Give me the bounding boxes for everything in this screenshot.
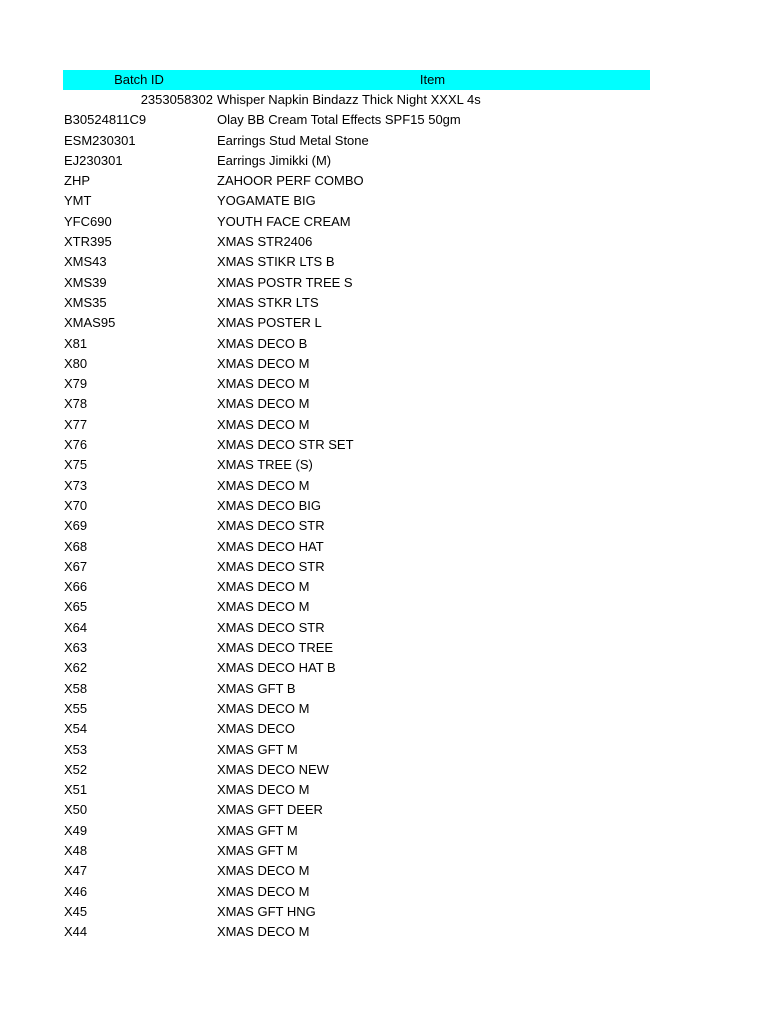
- batch-id-cell[interactable]: XMS35: [64, 294, 107, 310]
- table-row: [63, 273, 650, 293]
- item-cell[interactable]: XMAS GFT M: [217, 842, 298, 858]
- item-cell[interactable]: XMAS DECO STR: [217, 558, 325, 574]
- item-cell[interactable]: YOGAMATE BIG: [217, 193, 316, 209]
- item-cell[interactable]: XMAS DECO M: [217, 477, 310, 493]
- batch-id-cell[interactable]: X80: [64, 355, 88, 371]
- table-row: [63, 821, 650, 841]
- table-row: [63, 760, 650, 780]
- batch-id-cell[interactable]: YFC690: [64, 213, 112, 229]
- batch-id-cell[interactable]: X78: [64, 396, 88, 412]
- item-cell[interactable]: XMAS DECO STR SET: [217, 437, 354, 453]
- table-row: [63, 293, 650, 313]
- header-row: [63, 70, 650, 90]
- item-cell[interactable]: XMAS DECO STR: [217, 619, 325, 635]
- batch-id-cell[interactable]: X81: [64, 335, 88, 351]
- batch-id-cell[interactable]: B30524811C9: [64, 112, 147, 128]
- table-row: [63, 679, 650, 699]
- batch-id-cell[interactable]: X75: [64, 457, 88, 473]
- table-row: [63, 476, 650, 496]
- item-cell[interactable]: XMAS DECO M: [217, 782, 310, 798]
- item-cell[interactable]: XMAS DECO M: [217, 700, 310, 716]
- item-header[interactable]: Item: [419, 72, 446, 87]
- item-cell[interactable]: XMAS DECO STR: [217, 518, 325, 534]
- table-row: [63, 699, 650, 719]
- table-row: [63, 800, 650, 820]
- batch-id-cell[interactable]: X47: [64, 863, 88, 879]
- item-cell[interactable]: XMAS DECO HAT B: [217, 660, 336, 676]
- batch-id-cell[interactable]: X49: [64, 822, 88, 838]
- batch-id-cell[interactable]: X53: [64, 741, 88, 757]
- item-cell[interactable]: XMAS DECO: [217, 721, 296, 737]
- table-row: [63, 618, 650, 638]
- item-cell[interactable]: XMAS DECO TREE: [217, 640, 334, 656]
- item-cell[interactable]: XMAS DECO B: [217, 335, 308, 351]
- item-cell[interactable]: XMAS DECO M: [217, 355, 310, 371]
- table-row: [63, 577, 650, 597]
- batch-id-cell[interactable]: X62: [64, 660, 88, 676]
- batch-id-cell[interactable]: X67: [64, 558, 88, 574]
- table-row: [63, 313, 650, 333]
- batch-id-cell[interactable]: X55: [64, 700, 88, 716]
- batch-id-cell[interactable]: YMT: [64, 193, 92, 209]
- table-row: [63, 902, 650, 922]
- table-row: [63, 537, 650, 557]
- batch-id-cell[interactable]: X63: [64, 640, 88, 656]
- batch-id-cell[interactable]: X70: [64, 497, 88, 513]
- batch-id-cell[interactable]: XTR395: [64, 234, 112, 250]
- item-cell[interactable]: XMAS GFT M: [217, 741, 298, 757]
- table-row: [63, 394, 650, 414]
- batch-id-cell[interactable]: EJ230301: [64, 152, 123, 168]
- batch-id-cell[interactable]: X45: [64, 903, 88, 919]
- item-cell[interactable]: XMAS DECO M: [217, 924, 310, 940]
- table-row: [63, 151, 650, 171]
- batch-id-cell[interactable]: X48: [64, 842, 88, 858]
- batch-id-cell[interactable]: ESM230301: [64, 132, 136, 148]
- batch-id-cell[interactable]: X65: [64, 599, 88, 615]
- table-row: [63, 252, 650, 272]
- table-row: [63, 171, 650, 191]
- table-row: [63, 740, 650, 760]
- table-row: [63, 780, 650, 800]
- item-cell[interactable]: XMAS DECO M: [217, 579, 310, 595]
- item-cell[interactable]: XMAS GFT M: [217, 822, 298, 838]
- spreadsheet-table: [63, 70, 650, 942]
- table-row: [63, 922, 650, 942]
- batch-id-header[interactable]: Batch ID: [114, 72, 164, 87]
- table-row: [63, 455, 650, 475]
- table-row: [63, 658, 650, 678]
- table-row: [63, 415, 650, 435]
- item-cell[interactable]: XMAS STR2406: [217, 234, 313, 250]
- batch-id-cell[interactable]: XMS39: [64, 274, 107, 290]
- table-row: [63, 110, 650, 130]
- table-row: [63, 435, 650, 455]
- batch-id-cell[interactable]: X46: [64, 883, 88, 899]
- table-row: [63, 719, 650, 739]
- item-cell[interactable]: XMAS DECO M: [217, 416, 310, 432]
- table-row: [63, 841, 650, 861]
- item-cell[interactable]: XMAS GFT B: [217, 680, 296, 696]
- batch-id-cell[interactable]: X54: [64, 721, 88, 737]
- item-cell[interactable]: XMAS DECO M: [217, 376, 310, 392]
- batch-id-cell[interactable]: X73: [64, 477, 88, 493]
- batch-id-cell[interactable]: X44: [64, 924, 88, 940]
- table-row: [63, 496, 650, 516]
- batch-id-cell[interactable]: X52: [64, 761, 88, 777]
- item-cell[interactable]: XMAS POSTR TREE S: [217, 274, 353, 290]
- batch-id-cell[interactable]: X76: [64, 437, 88, 453]
- item-cell[interactable]: XMAS TREE (S): [217, 457, 313, 473]
- item-cell[interactable]: XMAS DECO M: [217, 396, 310, 412]
- batch-id-cell[interactable]: X79: [64, 376, 88, 392]
- batch-id-cell[interactable]: X58: [64, 680, 88, 696]
- item-cell[interactable]: XMAS STKR LTS: [217, 294, 319, 310]
- batch-id-cell[interactable]: XMAS95: [64, 315, 116, 331]
- table-row: [63, 131, 650, 151]
- item-cell[interactable]: XMAS DECO BIG: [217, 497, 322, 513]
- item-cell[interactable]: YOUTH FACE CREAM: [217, 213, 351, 229]
- batch-id-cell[interactable]: ZHP: [64, 173, 90, 189]
- table-row: [63, 191, 650, 211]
- item-cell[interactable]: XMAS DECO M: [217, 883, 310, 899]
- table-row: [63, 212, 650, 232]
- item-cell[interactable]: XMAS POSTER L: [217, 315, 322, 331]
- batch-id-cell[interactable]: X77: [64, 416, 88, 432]
- batch-id-cell[interactable]: X64: [64, 619, 88, 635]
- item-cell[interactable]: XMAS DECO HAT: [217, 538, 324, 554]
- item-cell[interactable]: XMAS DECO M: [217, 599, 310, 615]
- table-row: [63, 516, 650, 536]
- table-row: [63, 882, 650, 902]
- table-row: [63, 861, 650, 881]
- table-row: [63, 232, 650, 252]
- table-row: [63, 557, 650, 577]
- table-body: [63, 90, 650, 942]
- item-cell[interactable]: Whisper Napkin Bindazz Thick Night XXXL 4s: [217, 92, 481, 107]
- batch-id-cell[interactable]: 2353058302: [140, 92, 213, 107]
- item-cell[interactable]: XMAS GFT HNG: [217, 903, 316, 919]
- item-cell[interactable]: Earrings Jimikki (M): [217, 152, 332, 168]
- table-row: [63, 638, 650, 658]
- table-row: [63, 90, 650, 110]
- item-cell[interactable]: Earrings Stud Metal Stone: [217, 132, 369, 148]
- batch-id-cell[interactable]: X69: [64, 518, 88, 534]
- table-row: [63, 597, 650, 617]
- item-cell[interactable]: XMAS GFT DEER: [217, 802, 323, 818]
- table-row: [63, 354, 650, 374]
- item-cell[interactable]: XMAS DECO M: [217, 863, 310, 879]
- batch-id-cell[interactable]: X68: [64, 538, 88, 554]
- batch-id-cell[interactable]: X66: [64, 579, 88, 595]
- item-cell[interactable]: ZAHOOR PERF COMBO: [217, 173, 364, 189]
- batch-id-cell[interactable]: XMS43: [64, 254, 107, 270]
- table-row: [63, 334, 650, 354]
- batch-id-cell[interactable]: X50: [64, 802, 88, 818]
- table-row: [63, 374, 650, 394]
- item-cell[interactable]: XMAS STIKR LTS B: [217, 254, 335, 270]
- batch-id-cell[interactable]: X51: [64, 782, 88, 798]
- item-cell[interactable]: XMAS DECO NEW: [217, 761, 329, 777]
- item-cell[interactable]: Olay BB Cream Total Effects SPF15 50gm: [217, 112, 461, 128]
